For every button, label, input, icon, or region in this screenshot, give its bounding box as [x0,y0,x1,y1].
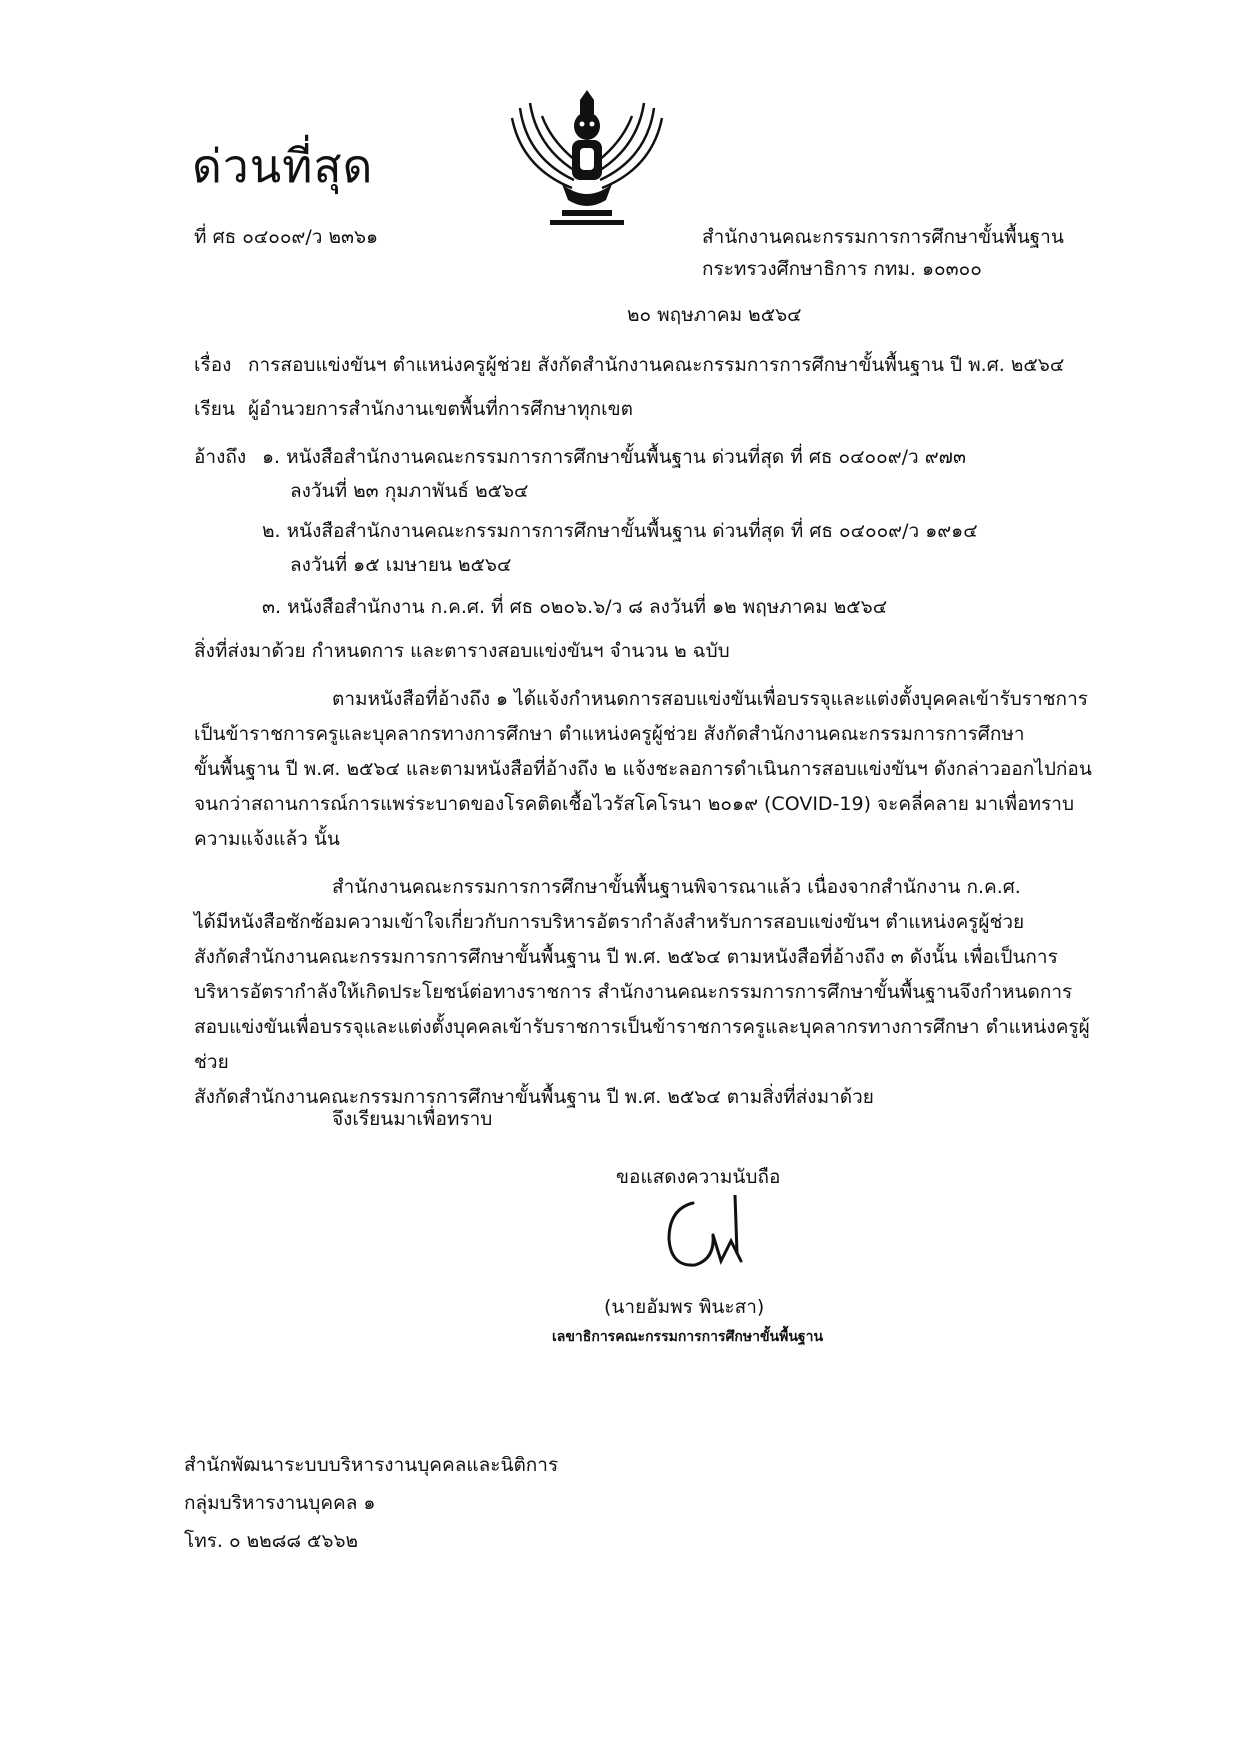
body-paragraph-2 [194,870,1110,1115]
handwritten-signature-icon [655,1195,773,1275]
subject-text: การสอบแข่งขันฯ ตำแหน่งครูผู้ช่วย สังกัดสำนักงานคณะกรรมการการศึกษาขั้นพื้นฐาน ปี พ.ศ. ๒๕๖๔ [248,354,1065,376]
footer-department: สำนักพัฒนาระบบบริหารงานบุคคลและนิติการ [184,1454,559,1476]
reference-item-date: ลงวันที่ ๑๕ เมษายน ๒๕๖๔ [290,554,512,576]
footer-group: กลุ่มบริหารงานบุคคล ๑ [184,1492,376,1514]
signatory-title: เลขาธิการคณะกรรมการการศึกษาขั้นพื้นฐาน [552,1329,824,1345]
reference-item: ๒. หนังสือสำนักงานคณะกรรมการการศึกษาขั้นพื้นฐาน ด่วนที่สุด ที่ ศธ ๐๔๐๐๙/ว ๑๙๑๔ [262,520,978,542]
footer-phone: โทร. ๐ ๒๒๘๘ ๕๖๖๒ [184,1530,359,1552]
body-paragraph-1 [194,682,1110,857]
recipient-label: เรียน [194,398,235,420]
document-number: ที่ ศธ ๐๔๐๐๙/ว ๒๓๖๑ [194,226,379,248]
office-name: สำนักงานคณะกรรมการการศึกษาขั้นพื้นฐาน [702,226,1064,248]
regards-text: ขอแสดงความนับถือ [616,1166,781,1188]
paragraph-line: ความแจ้งแล้ว นั้น [194,828,340,850]
signatory-name: (นายอัมพร พินะสา) [604,1296,765,1318]
paragraph-line: เป็นข้าราชการครูและบุคลากรทางการศึกษา ตำแหน่งครูผู้ช่วย สังกัดสำนักงานคณะกรรมการการศึกษา [194,723,1025,745]
paragraph-line: บริหารอัตรากำลังให้เกิดประโยชน์ต่อทางราชการ สำนักงานคณะกรรมการการศึกษาขั้นพื้นฐานจึงกำหนดการ [194,981,1073,1003]
reference-item-date: ลงวันที่ ๒๓ กุมภาพันธ์ ๒๕๖๔ [290,480,529,502]
urgency-stamp: ด่วนที่สุด [192,139,374,193]
subject-label: เรื่อง [194,354,232,376]
closing-text: จึงเรียนมาเพื่อทราบ [332,1108,493,1130]
paragraph-line: ได้มีหนังสือซักซ้อมความเข้าใจเกี่ยวกับการบริหารอัตรากำลังสำหรับการสอบแข่งขันฯ ตำแหน่งครูผู้ช่วย [194,911,1025,933]
paragraph-line: ตามหนังสือที่อ้างถึง ๑ ได้แจ้งกำหนดการสอบแข่งขันเพื่อบรรจุและแต่งตั้งบุคคลเข้ารับราชการ [332,688,1088,710]
office-address: กระทรวงศึกษาธิการ กทม. ๑๐๓๐๐ [702,258,982,280]
reference-item: ๑. หนังสือสำนักงานคณะกรรมการการศึกษาขั้นพื้นฐาน ด่วนที่สุด ที่ ศธ ๐๔๐๐๙/ว ๙๗๓ [262,446,966,468]
reference-item: ๓. หนังสือสำนักงาน ก.ค.ศ. ที่ ศธ ๐๒๐๖.๖/ว ๘ ลงวันที่ ๑๒ พฤษภาคม ๒๕๖๔ [262,596,888,618]
paragraph-line: สำนักงานคณะกรรมการการศึกษาขั้นพื้นฐานพิจารณาแล้ว เนื่องจากสำนักงาน ก.ค.ศ. [332,876,1021,898]
paragraph-line: สังกัดสำนักงานคณะกรรมการการศึกษาขั้นพื้นฐาน ปี พ.ศ. ๒๕๖๔ ตามหนังสือที่อ้างถึง ๓ ดังนั้น เพื่อเป็นการ [194,946,1058,968]
paragraph-line: สังกัดสำนักงานคณะกรรมการการศึกษาขั้นพื้นฐาน ปี พ.ศ. ๒๕๖๔ ตามสิ่งที่ส่งมาด้วย [194,1086,874,1108]
recipient-text: ผู้อำนวยการสำนักงานเขตพื้นที่การศึกษาทุกเขต [248,398,633,420]
enclosure-text: สิ่งที่ส่งมาด้วย กำหนดการ และตารางสอบแข่งขันฯ จำนวน ๒ ฉบับ [194,640,730,662]
paragraph-line: สอบแข่งขันเพื่อบรรจุและแต่งตั้งบุคคลเข้ารับราชการเป็นข้าราชการครูและบุคลากรทางการศึกษา ตำแหน่งครูผู้ช่วย [194,1016,1090,1073]
paragraph-line: ขั้นพื้นฐาน ปี พ.ศ. ๒๕๖๔ และตามหนังสือที่อ้างถึง ๒ แจ้งชะลอการดำเนินการสอบแข่งขันฯ ดังกล่าวออกไปก่อน [194,758,1092,780]
paragraph-line: จนกว่าสถานการณ์การแพร่ระบาดของโรคติดเชื้อไวรัสโคโรนา ๒๐๑๙ (COVID-19) จะคลี่คลาย มาเพื่อทราบ [194,793,1075,815]
references-label: อ้างถึง [194,446,247,468]
garuda-emblem-icon [502,88,672,238]
document-date: ๒๐ พฤษภาคม ๒๕๖๔ [627,304,802,326]
